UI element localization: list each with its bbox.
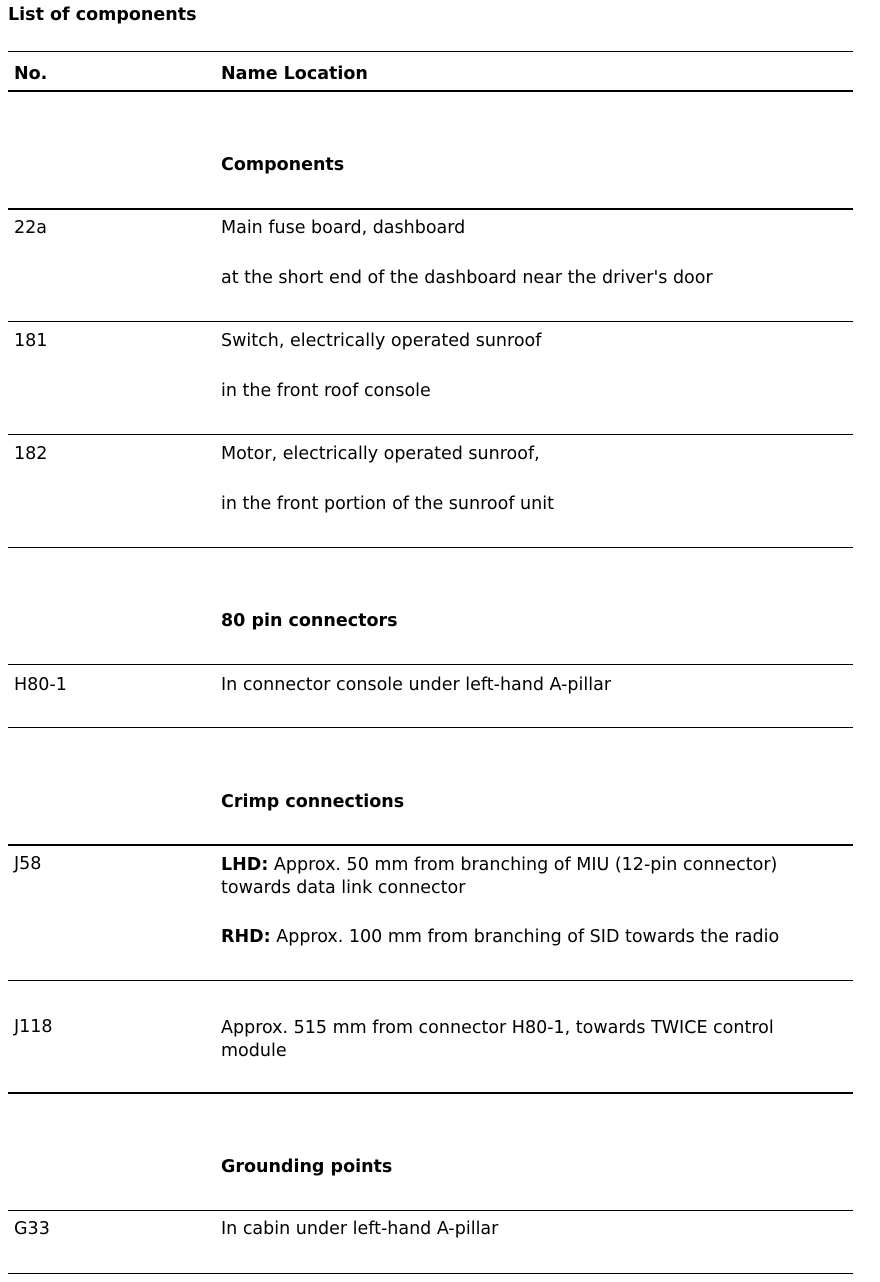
row-location-rhd bbox=[221, 927, 779, 947]
divider bbox=[8, 1092, 853, 1094]
header-name-location: Name Location bbox=[221, 64, 368, 84]
row-number: 22a bbox=[14, 218, 47, 238]
divider bbox=[8, 90, 853, 92]
divider bbox=[8, 321, 853, 322]
divider bbox=[8, 1273, 853, 1274]
section-heading-components: Components bbox=[221, 155, 345, 175]
row-location: In cabin under left-hand A-pillar bbox=[221, 1219, 499, 1239]
divider bbox=[8, 547, 853, 548]
row-number: 181 bbox=[14, 331, 48, 351]
row-number: H80-1 bbox=[14, 675, 67, 695]
row-number: J58 bbox=[14, 854, 42, 874]
section-heading-crimp: Crimp connections bbox=[221, 792, 405, 812]
lhd-text: Approx. 50 mm from branching of MIU (12-pin connector) towards data link connector bbox=[221, 855, 778, 898]
divider bbox=[8, 1210, 853, 1211]
row-location: at the short end of the dashboard near the driver's door bbox=[221, 268, 713, 288]
row-location: in the front roof console bbox=[221, 381, 431, 401]
rhd-text: Approx. 100 mm from branching of SID towards the radio bbox=[276, 927, 780, 947]
row-location: Approx. 515 mm from connector H80-1, towards TWICE control module bbox=[221, 1018, 774, 1061]
divider bbox=[8, 727, 853, 728]
row-number: 182 bbox=[14, 444, 48, 464]
row-location: in the front portion of the sunroof unit bbox=[221, 494, 554, 514]
divider bbox=[8, 844, 853, 846]
rhd-label: RHD: bbox=[221, 927, 271, 947]
row-location-lhd bbox=[221, 854, 841, 900]
header-no: No. bbox=[14, 64, 48, 84]
lhd-label: LHD: bbox=[221, 855, 269, 875]
row-name: Switch, electrically operated sunroof bbox=[221, 331, 542, 351]
row-name: Main fuse board, dashboard bbox=[221, 218, 466, 238]
divider bbox=[8, 51, 853, 52]
row-number: J118 bbox=[14, 1017, 53, 1037]
row-location: In connector console under left-hand A-pillar bbox=[221, 675, 612, 695]
divider bbox=[8, 208, 853, 210]
section-heading-connectors: 80 pin connectors bbox=[221, 611, 398, 631]
divider bbox=[8, 664, 853, 665]
row-number: G33 bbox=[14, 1219, 50, 1239]
row-name: Motor, electrically operated sunroof, bbox=[221, 444, 540, 464]
divider bbox=[8, 434, 853, 435]
divider bbox=[8, 980, 853, 981]
document-title: List of components bbox=[8, 5, 197, 25]
section-heading-grounding: Grounding points bbox=[221, 1157, 393, 1177]
